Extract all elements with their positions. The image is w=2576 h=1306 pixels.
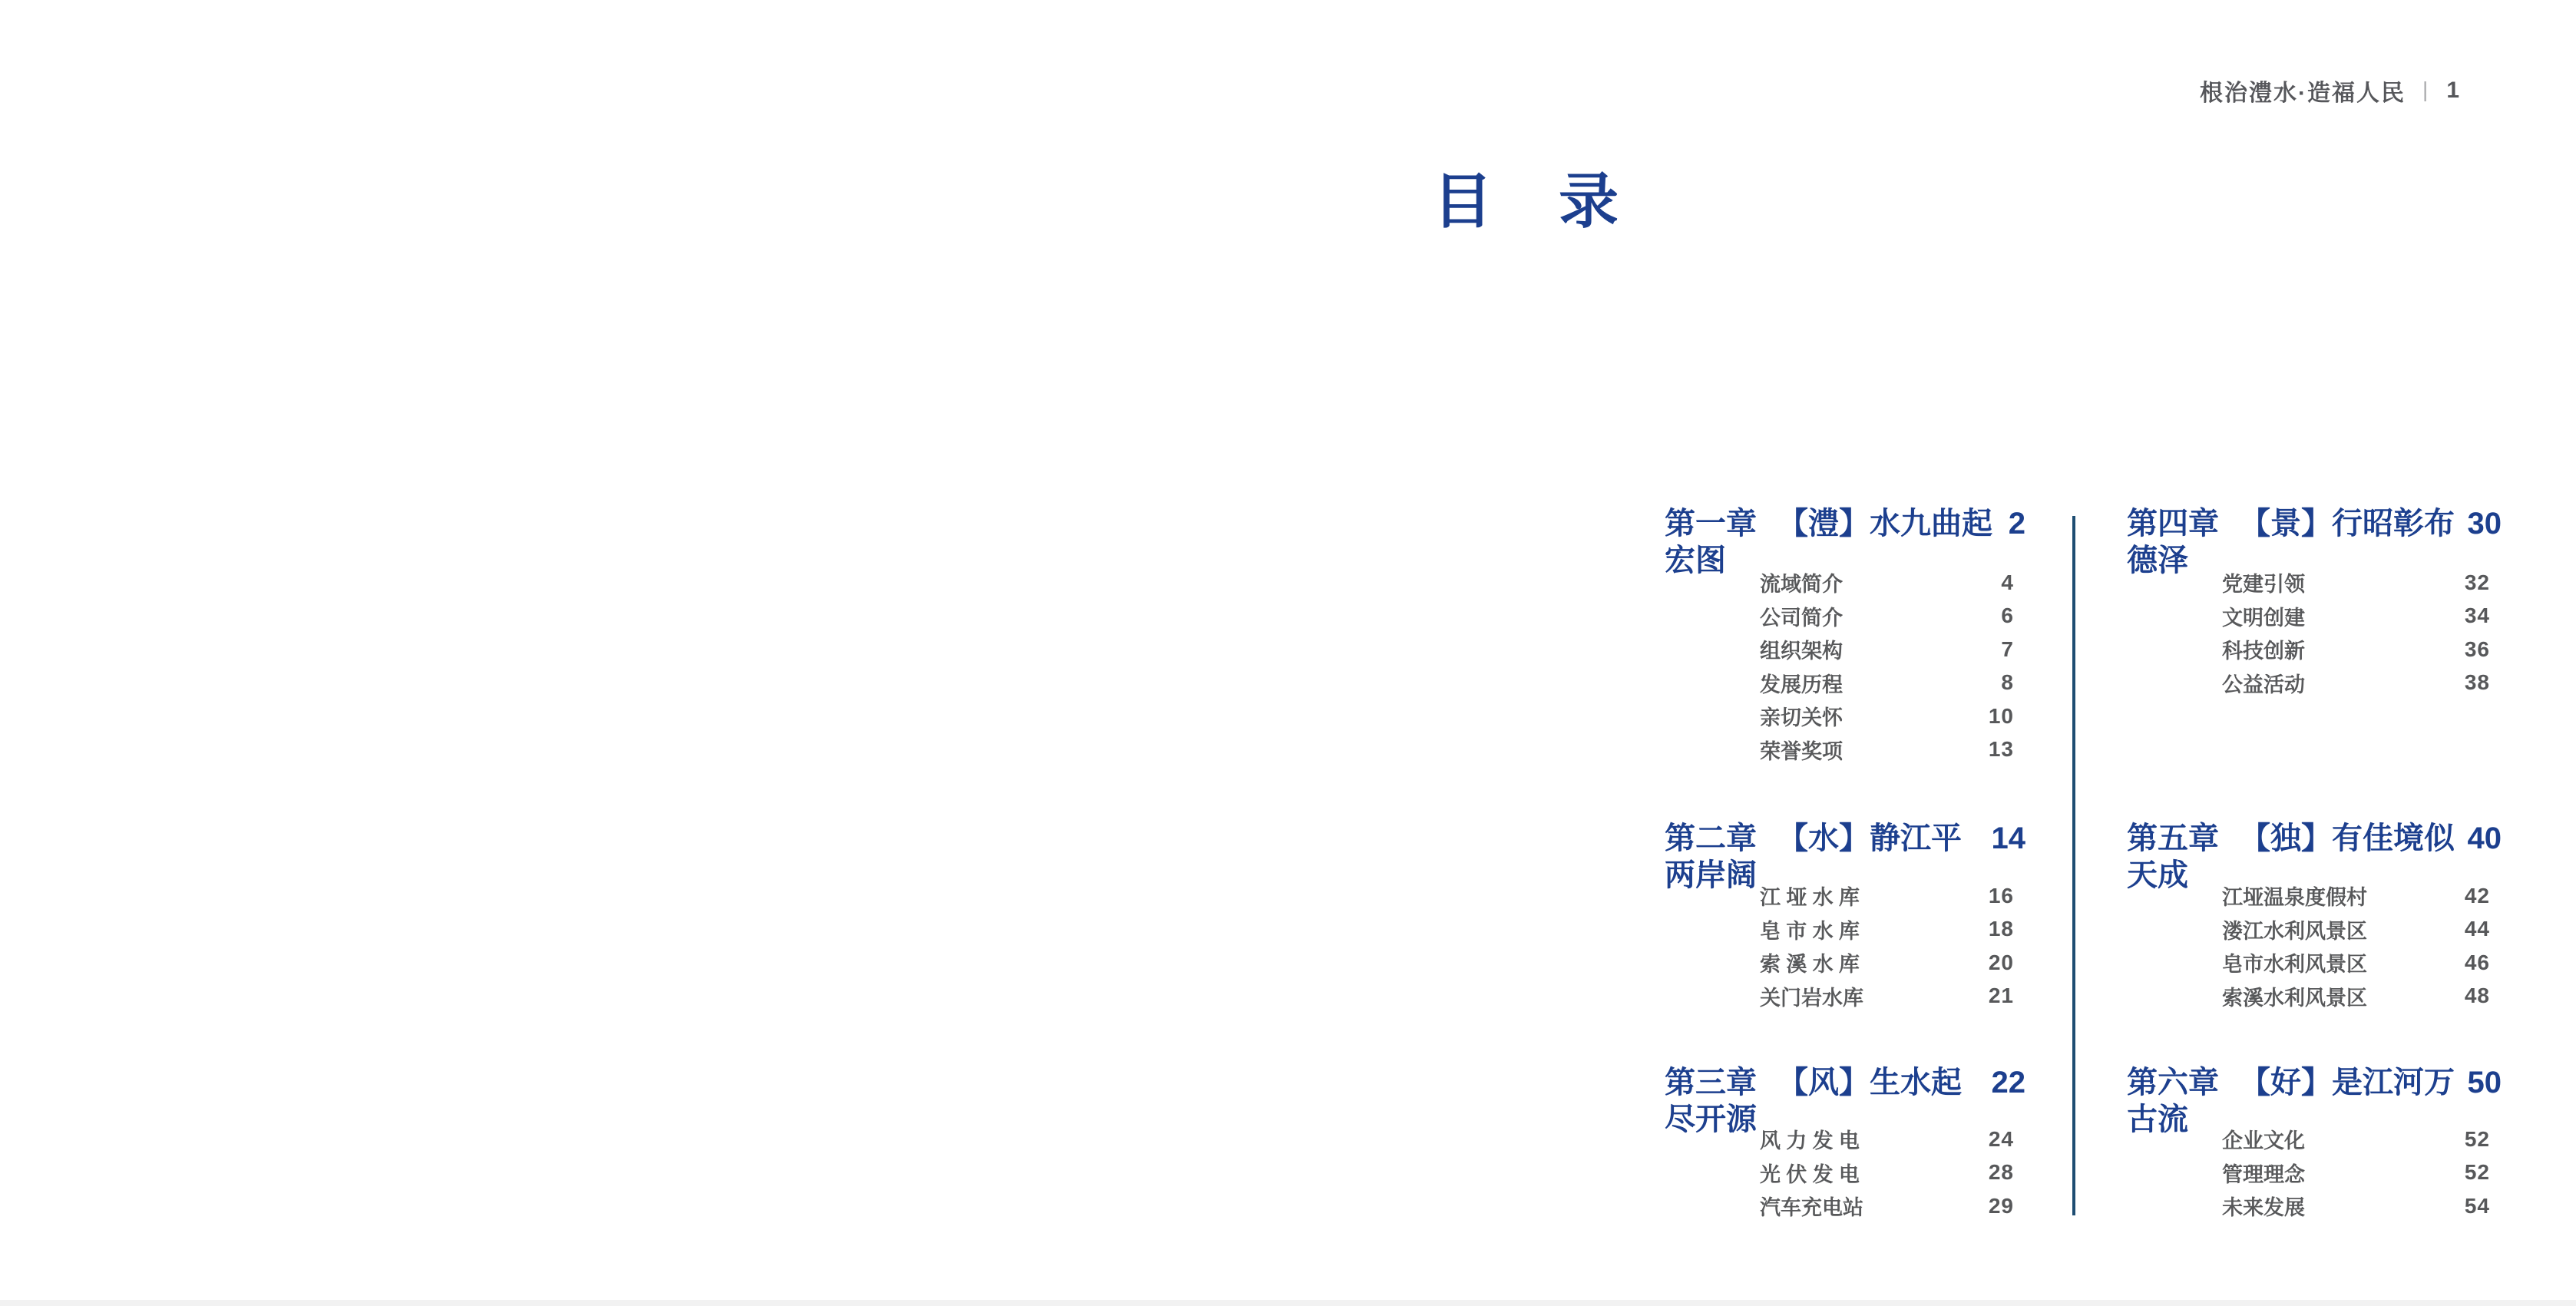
chapter-5-page: 40 — [2467, 822, 2502, 855]
toc-item-page: 20 — [1988, 950, 2014, 974]
chapter-1-items — [1760, 566, 2014, 766]
toc-item-page: 54 — [2464, 1193, 2490, 1218]
toc-item-page: 24 — [1988, 1126, 2014, 1151]
toc-item[interactable] — [1760, 946, 2014, 980]
toc-item-label: 光伏发电 — [1760, 1162, 1866, 1186]
toc-item-label: 皂市水库 — [1760, 919, 1866, 943]
toc-item-page: 38 — [2464, 670, 2490, 695]
toc-item-page: 34 — [2464, 603, 2490, 628]
chapter-5-name: 【独】有佳境似天成 — [2127, 822, 2455, 892]
chapter-2-num: 第二章 — [1665, 822, 1757, 855]
toc-item[interactable] — [1760, 980, 2014, 1013]
toc-item[interactable] — [2222, 1156, 2490, 1190]
chapter-6-num: 第六章 — [2127, 1066, 2219, 1099]
toc-item[interactable] — [1760, 1189, 2014, 1223]
toc-item[interactable] — [1760, 699, 2014, 733]
toc-item[interactable] — [2222, 1189, 2490, 1223]
toc-item-label: 索溪水利风景区 — [2222, 986, 2367, 1010]
toc-item-label: 皂市水利风景区 — [2222, 953, 2367, 977]
toc-item-label: 风力发电 — [1760, 1129, 1866, 1153]
toc-item-label: 组织架构 — [1760, 640, 1843, 663]
toc-item[interactable] — [1760, 566, 2014, 600]
page-bottom-edge — [0, 1300, 2576, 1306]
header-separator: | — [2422, 78, 2430, 101]
toc-item-label: 亲切关怀 — [1760, 706, 1843, 730]
chapter-4-num: 第四章 — [2127, 507, 2219, 541]
toc-item-label: 文明创建 — [2222, 606, 2305, 630]
toc-item[interactable] — [2222, 946, 2490, 980]
toc-item-label: 管理理念 — [2222, 1162, 2305, 1186]
chapter-3-num: 第三章 — [1665, 1066, 1757, 1099]
toc-item[interactable] — [1760, 633, 2014, 666]
toc-item[interactable] — [2222, 879, 2490, 913]
chapter-6-page: 50 — [2467, 1066, 2502, 1099]
chapter-6-name: 【好】是江河万古流 — [2127, 1066, 2455, 1136]
toc-item-page: 52 — [2464, 1160, 2490, 1185]
column-divider — [2072, 516, 2075, 1215]
toc-item-label: 江垭温泉度假村 — [2222, 886, 2367, 910]
toc-item-page: 29 — [1988, 1193, 2014, 1218]
toc-item-label: 汽车充电站 — [1760, 1196, 1863, 1220]
header-page-number: 1 — [2446, 78, 2461, 103]
chapter-5-num: 第五章 — [2127, 822, 2219, 855]
chapter-2-name: 【水】静江平两岸阔 — [1665, 822, 1962, 892]
toc-item-label: 未来发展 — [2222, 1196, 2305, 1220]
chapter-3-items — [1760, 1122, 2014, 1223]
toc-item-label: 关门岩水库 — [1760, 986, 1863, 1010]
toc-item-page: 44 — [2464, 917, 2490, 941]
toc-item[interactable] — [1760, 1156, 2014, 1190]
toc-item-page: 42 — [2464, 883, 2490, 908]
toc-item[interactable] — [1760, 733, 2014, 767]
chapter-6-items — [2222, 1122, 2490, 1223]
page-title: 目 录 — [1433, 167, 1622, 235]
toc-item-page: 10 — [1988, 703, 2014, 728]
toc-item-page: 21 — [1988, 984, 2014, 1008]
toc-item[interactable] — [1760, 666, 2014, 700]
chapter-4-name: 【景】行昭彰布德泽 — [2127, 507, 2455, 577]
toc-item-label: 溇江水利风景区 — [2222, 919, 2367, 943]
toc-item-label: 流域简介 — [1760, 573, 1843, 597]
chapter-4-items — [2222, 566, 2490, 699]
toc-item[interactable] — [2222, 980, 2490, 1013]
header-brand-text: 根治澧水·造福人民 — [2200, 81, 2406, 106]
toc-item-page: 4 — [2001, 570, 2014, 594]
chapter-3-name: 【风】生水起尽开源 — [1665, 1066, 1962, 1136]
toc-item-label: 江垭水库 — [1760, 886, 1866, 910]
chapter-3-page: 22 — [1991, 1066, 2025, 1099]
toc-item-page: 28 — [1988, 1160, 2014, 1185]
toc-item[interactable] — [1760, 600, 2014, 633]
toc-item-label: 发展历程 — [1760, 673, 1843, 696]
chapter-5-items — [2222, 879, 2490, 1013]
toc-item-page: 13 — [1988, 737, 2014, 762]
toc-item-page: 32 — [2464, 570, 2490, 594]
toc-item[interactable] — [1760, 913, 2014, 947]
toc-item[interactable] — [2222, 633, 2490, 666]
toc-item[interactable] — [2222, 600, 2490, 633]
toc-item[interactable] — [1760, 879, 2014, 913]
toc-item-page: 48 — [2464, 984, 2490, 1008]
toc-item-label: 公司简介 — [1760, 606, 1843, 630]
toc-item-page: 36 — [2464, 636, 2490, 661]
toc-item-page: 16 — [1988, 883, 2014, 908]
chapter-4-page: 30 — [2467, 507, 2502, 541]
chapter-1-page: 2 — [2008, 507, 2025, 541]
toc-item-label: 索溪水库 — [1760, 953, 1866, 977]
toc-item-page: 46 — [2464, 950, 2490, 974]
toc-item-label: 公益活动 — [2222, 673, 2305, 696]
toc-item-page: 6 — [2001, 603, 2014, 628]
chapter-2-page: 14 — [1991, 822, 2025, 855]
toc-item[interactable] — [2222, 666, 2490, 700]
toc-item[interactable] — [2222, 1122, 2490, 1156]
toc-item-label: 企业文化 — [2222, 1129, 2305, 1153]
toc-item[interactable] — [2222, 913, 2490, 947]
toc-item-label: 科技创新 — [2222, 640, 2305, 663]
toc-item-page: 8 — [2001, 670, 2014, 695]
toc-item[interactable] — [2222, 566, 2490, 600]
chapter-1-name: 【澧】水九曲起宏图 — [1665, 507, 1992, 577]
toc-column-right — [2127, 0, 2502, 1306]
toc-item[interactable] — [1760, 1122, 2014, 1156]
toc-column-left — [1665, 0, 2025, 1306]
running-header — [0, 74, 2461, 107]
chapter-1-num: 第一章 — [1665, 507, 1757, 541]
toc-item-label: 党建引领 — [2222, 573, 2305, 597]
toc-item-page: 7 — [2001, 636, 2014, 661]
toc-item-page: 18 — [1988, 917, 2014, 941]
toc-item-label: 荣誉奖项 — [1760, 739, 1843, 763]
chapter-2-items — [1760, 879, 2014, 1013]
toc-item-page: 52 — [2464, 1126, 2490, 1151]
